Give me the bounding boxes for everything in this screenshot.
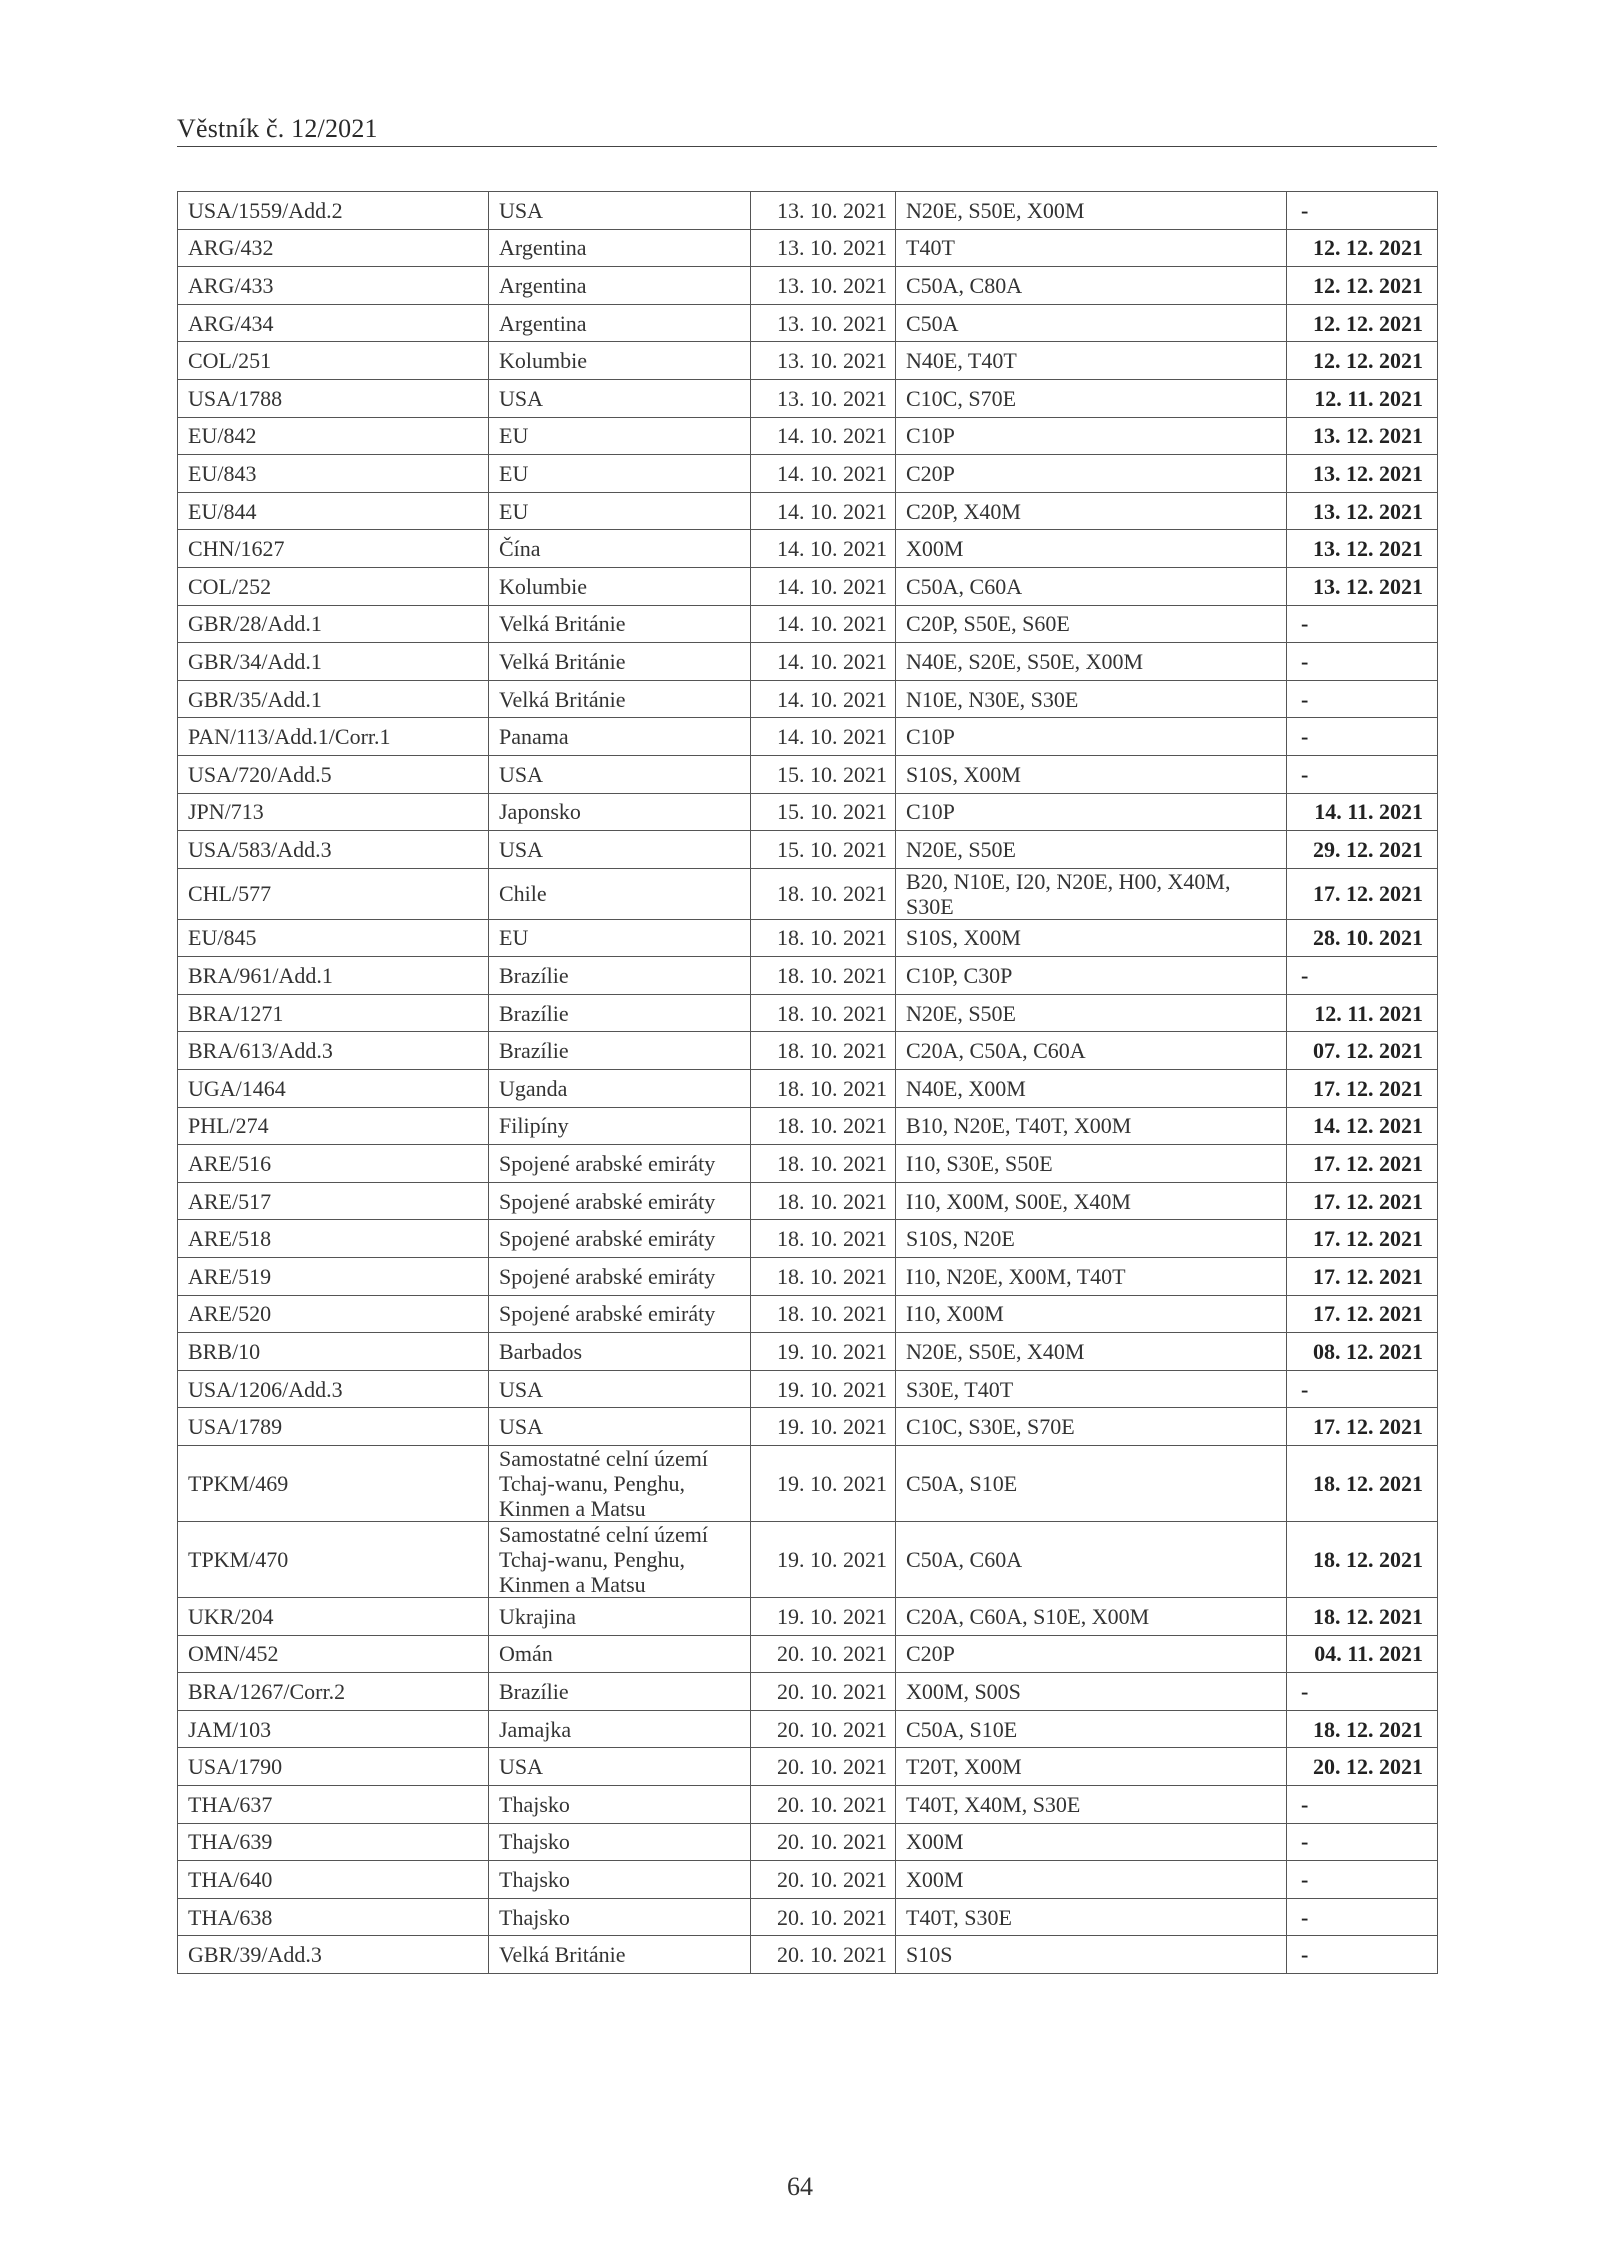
cell-document-symbol: USA/1559/Add.2	[178, 192, 489, 230]
cell-comment-deadline: 17. 12. 2021	[1287, 1258, 1438, 1296]
cell-product-codes: X00M, S00S	[896, 1673, 1287, 1711]
cell-document-symbol: THA/637	[178, 1785, 489, 1823]
cell-document-symbol: ARG/434	[178, 304, 489, 342]
table-row	[178, 455, 1438, 493]
cell-notification-date: 20. 10. 2021	[751, 1785, 896, 1823]
page-header	[177, 110, 1437, 147]
cell-product-codes: T40T, X40M, S30E	[896, 1785, 1287, 1823]
cell-document-symbol: THA/638	[178, 1898, 489, 1936]
table-row	[178, 342, 1438, 380]
cell-notification-date: 18. 10. 2021	[751, 994, 896, 1032]
cell-notification-date: 18. 10. 2021	[751, 1258, 896, 1296]
cell-member-country: Barbados	[489, 1333, 751, 1371]
cell-notification-date: 18. 10. 2021	[751, 1295, 896, 1333]
cell-member-country: USA	[489, 1370, 751, 1408]
table-row	[178, 1710, 1438, 1748]
table-row	[178, 1370, 1438, 1408]
cell-comment-deadline: 07. 12. 2021	[1287, 1032, 1438, 1070]
cell-document-symbol: BRB/10	[178, 1333, 489, 1371]
cell-comment-deadline: -	[1287, 1785, 1438, 1823]
cell-member-country: Spojené arabské emiráty	[489, 1258, 751, 1296]
cell-member-country: EU	[489, 492, 751, 530]
cell-comment-deadline: -	[1287, 755, 1438, 793]
cell-member-country: Brazílie	[489, 994, 751, 1032]
cell-document-symbol: EU/844	[178, 492, 489, 530]
cell-document-symbol: GBR/28/Add.1	[178, 605, 489, 643]
cell-comment-deadline: 12. 12. 2021	[1287, 267, 1438, 305]
table-row	[178, 1295, 1438, 1333]
cell-notification-date: 14. 10. 2021	[751, 417, 896, 455]
cell-notification-date: 14. 10. 2021	[751, 718, 896, 756]
table-row	[178, 1070, 1438, 1108]
cell-member-country: EU	[489, 455, 751, 493]
cell-comment-deadline: 18. 12. 2021	[1287, 1522, 1438, 1598]
cell-notification-date: 20. 10. 2021	[751, 1898, 896, 1936]
cell-product-codes: T40T	[896, 229, 1287, 267]
cell-comment-deadline: 04. 11. 2021	[1287, 1635, 1438, 1673]
cell-document-symbol: UKR/204	[178, 1598, 489, 1636]
table-row	[178, 994, 1438, 1032]
cell-comment-deadline: -	[1287, 718, 1438, 756]
cell-product-codes: N40E, S20E, S50E, X00M	[896, 643, 1287, 681]
cell-notification-date: 14. 10. 2021	[751, 680, 896, 718]
table-row	[178, 643, 1438, 681]
cell-member-country: EU	[489, 919, 751, 957]
table-row	[178, 304, 1438, 342]
cell-member-country: Velká Británie	[489, 680, 751, 718]
cell-product-codes: C20A, C60A, S10E, X00M	[896, 1598, 1287, 1636]
cell-document-symbol: EU/845	[178, 919, 489, 957]
cell-document-symbol: ARE/518	[178, 1220, 489, 1258]
cell-product-codes: S10S	[896, 1936, 1287, 1974]
cell-comment-deadline: 17. 12. 2021	[1287, 1408, 1438, 1446]
cell-product-codes: C50A	[896, 304, 1287, 342]
cell-notification-date: 19. 10. 2021	[751, 1370, 896, 1408]
cell-document-symbol: USA/1790	[178, 1748, 489, 1786]
cell-product-codes: X00M	[896, 1861, 1287, 1899]
cell-document-symbol: BRA/613/Add.3	[178, 1032, 489, 1070]
cell-document-symbol: CHN/1627	[178, 530, 489, 568]
cell-notification-date: 18. 10. 2021	[751, 1220, 896, 1258]
cell-comment-deadline: 12. 12. 2021	[1287, 342, 1438, 380]
cell-member-country: Argentina	[489, 229, 751, 267]
cell-member-country: Uganda	[489, 1070, 751, 1108]
cell-document-symbol: OMN/452	[178, 1635, 489, 1673]
cell-document-symbol: GBR/35/Add.1	[178, 680, 489, 718]
table-row	[178, 1333, 1438, 1371]
cell-document-symbol: GBR/39/Add.3	[178, 1936, 489, 1974]
cell-comment-deadline: 13. 12. 2021	[1287, 492, 1438, 530]
table-row	[178, 957, 1438, 995]
cell-notification-date: 14. 10. 2021	[751, 455, 896, 493]
table-row	[178, 1145, 1438, 1183]
cell-document-symbol: USA/1788	[178, 379, 489, 417]
cell-product-codes: S10S, X00M	[896, 755, 1287, 793]
cell-member-country: Argentina	[489, 304, 751, 342]
cell-comment-deadline: -	[1287, 1861, 1438, 1899]
cell-product-codes: X00M	[896, 530, 1287, 568]
table-row	[178, 1936, 1438, 1974]
cell-notification-date: 18. 10. 2021	[751, 1145, 896, 1183]
cell-comment-deadline: -	[1287, 192, 1438, 230]
table-row	[178, 379, 1438, 417]
cell-member-country: Velká Británie	[489, 605, 751, 643]
cell-notification-date: 19. 10. 2021	[751, 1522, 896, 1598]
cell-product-codes: I10, X00M	[896, 1295, 1287, 1333]
cell-document-symbol: BRA/961/Add.1	[178, 957, 489, 995]
cell-notification-date: 19. 10. 2021	[751, 1446, 896, 1522]
cell-comment-deadline: 14. 12. 2021	[1287, 1107, 1438, 1145]
cell-document-symbol: PAN/113/Add.1/Corr.1	[178, 718, 489, 756]
cell-document-symbol: ARE/517	[178, 1182, 489, 1220]
cell-notification-date: 13. 10. 2021	[751, 267, 896, 305]
cell-notification-date: 13. 10. 2021	[751, 192, 896, 230]
cell-document-symbol: THA/640	[178, 1861, 489, 1899]
cell-document-symbol: ARG/432	[178, 229, 489, 267]
cell-comment-deadline: 20. 12. 2021	[1287, 1748, 1438, 1786]
cell-notification-date: 13. 10. 2021	[751, 304, 896, 342]
table-row	[178, 793, 1438, 831]
cell-notification-date: 18. 10. 2021	[751, 957, 896, 995]
table-row	[178, 831, 1438, 869]
cell-comment-deadline: 08. 12. 2021	[1287, 1333, 1438, 1371]
cell-document-symbol: JPN/713	[178, 793, 489, 831]
cell-comment-deadline: 12. 12. 2021	[1287, 229, 1438, 267]
cell-notification-date: 20. 10. 2021	[751, 1673, 896, 1711]
cell-notification-date: 19. 10. 2021	[751, 1598, 896, 1636]
table-row	[178, 1220, 1438, 1258]
table-row	[178, 1823, 1438, 1861]
cell-comment-deadline: 12. 12. 2021	[1287, 304, 1438, 342]
cell-product-codes: C50A, S10E	[896, 1710, 1287, 1748]
cell-notification-date: 20. 10. 2021	[751, 1710, 896, 1748]
cell-comment-deadline: -	[1287, 1673, 1438, 1711]
cell-comment-deadline: 17. 12. 2021	[1287, 1145, 1438, 1183]
table-row	[178, 1861, 1438, 1899]
cell-product-codes: I10, N20E, X00M, T40T	[896, 1258, 1287, 1296]
cell-notification-date: 20. 10. 2021	[751, 1936, 896, 1974]
cell-comment-deadline: 28. 10. 2021	[1287, 919, 1438, 957]
cell-member-country: Brazílie	[489, 957, 751, 995]
cell-comment-deadline: 17. 12. 2021	[1287, 1070, 1438, 1108]
cell-comment-deadline: 18. 12. 2021	[1287, 1446, 1438, 1522]
cell-document-symbol: PHL/274	[178, 1107, 489, 1145]
cell-document-symbol: EU/843	[178, 455, 489, 493]
table-row	[178, 680, 1438, 718]
cell-comment-deadline: 13. 12. 2021	[1287, 455, 1438, 493]
table-row	[178, 492, 1438, 530]
cell-notification-date: 15. 10. 2021	[751, 793, 896, 831]
cell-comment-deadline: 18. 12. 2021	[1287, 1710, 1438, 1748]
cell-document-symbol: UGA/1464	[178, 1070, 489, 1108]
cell-member-country: Omán	[489, 1635, 751, 1673]
cell-product-codes: B10, N20E, T40T, X00M	[896, 1107, 1287, 1145]
cell-notification-date: 14. 10. 2021	[751, 530, 896, 568]
cell-document-symbol: USA/583/Add.3	[178, 831, 489, 869]
cell-document-symbol: USA/720/Add.5	[178, 755, 489, 793]
cell-comment-deadline: 13. 12. 2021	[1287, 530, 1438, 568]
cell-member-country: USA	[489, 379, 751, 417]
cell-notification-date: 19. 10. 2021	[751, 1408, 896, 1446]
cell-product-codes: C20P	[896, 1635, 1287, 1673]
cell-notification-date: 19. 10. 2021	[751, 1333, 896, 1371]
cell-member-country: Thajsko	[489, 1898, 751, 1936]
cell-comment-deadline: -	[1287, 1936, 1438, 1974]
cell-document-symbol: ARG/433	[178, 267, 489, 305]
bulletin-title: Věstník č. 12/2021	[177, 114, 378, 143]
table-row	[178, 1258, 1438, 1296]
cell-member-country: Filipíny	[489, 1107, 751, 1145]
cell-notification-date: 13. 10. 2021	[751, 229, 896, 267]
cell-notification-date: 13. 10. 2021	[751, 342, 896, 380]
table-row	[178, 1635, 1438, 1673]
cell-notification-date: 18. 10. 2021	[751, 919, 896, 957]
cell-comment-deadline: 14. 11. 2021	[1287, 793, 1438, 831]
cell-member-country: Brazílie	[489, 1673, 751, 1711]
cell-comment-deadline: 12. 11. 2021	[1287, 379, 1438, 417]
table-row	[178, 1107, 1438, 1145]
cell-product-codes: C20P	[896, 455, 1287, 493]
cell-notification-date: 14. 10. 2021	[751, 643, 896, 681]
cell-notification-date: 20. 10. 2021	[751, 1748, 896, 1786]
cell-document-symbol: COL/252	[178, 567, 489, 605]
cell-member-country: Samostatné celní území Tchaj-wanu, Penghu, Kinmen a Matsu	[489, 1522, 751, 1598]
cell-document-symbol: ARE/519	[178, 1258, 489, 1296]
cell-comment-deadline: -	[1287, 1898, 1438, 1936]
table-row	[178, 1898, 1438, 1936]
cell-comment-deadline: 17. 12. 2021	[1287, 868, 1438, 919]
cell-member-country: USA	[489, 755, 751, 793]
cell-member-country: Panama	[489, 718, 751, 756]
cell-notification-date: 13. 10. 2021	[751, 379, 896, 417]
cell-product-codes: S10S, X00M	[896, 919, 1287, 957]
cell-member-country: Kolumbie	[489, 342, 751, 380]
cell-document-symbol: BRA/1267/Corr.2	[178, 1673, 489, 1711]
cell-product-codes: N40E, T40T	[896, 342, 1287, 380]
table-row	[178, 567, 1438, 605]
cell-member-country: Spojené arabské emiráty	[489, 1145, 751, 1183]
table-row	[178, 718, 1438, 756]
cell-product-codes: C10C, S70E	[896, 379, 1287, 417]
cell-product-codes: C10C, S30E, S70E	[896, 1408, 1287, 1446]
table-row	[178, 919, 1438, 957]
cell-product-codes: N20E, S50E	[896, 831, 1287, 869]
cell-document-symbol: BRA/1271	[178, 994, 489, 1032]
cell-member-country: Spojené arabské emiráty	[489, 1220, 751, 1258]
cell-product-codes: T20T, X00M	[896, 1748, 1287, 1786]
cell-member-country: Kolumbie	[489, 567, 751, 605]
cell-product-codes: S30E, T40T	[896, 1370, 1287, 1408]
cell-member-country: Ukrajina	[489, 1598, 751, 1636]
cell-product-codes: N40E, X00M	[896, 1070, 1287, 1108]
cell-document-symbol: JAM/103	[178, 1710, 489, 1748]
cell-document-symbol: COL/251	[178, 342, 489, 380]
table-row	[178, 1785, 1438, 1823]
page-number: 64	[787, 2172, 813, 2201]
cell-notification-date: 14. 10. 2021	[751, 567, 896, 605]
cell-notification-date: 14. 10. 2021	[751, 605, 896, 643]
cell-product-codes: C20A, C50A, C60A	[896, 1032, 1287, 1070]
notifications-table	[177, 191, 1438, 1974]
cell-product-codes: B20, N10E, I20, N20E, H00, X40M, S30E	[896, 868, 1287, 919]
cell-comment-deadline: -	[1287, 1823, 1438, 1861]
cell-product-codes: S10S, N20E	[896, 1220, 1287, 1258]
cell-comment-deadline: 13. 12. 2021	[1287, 417, 1438, 455]
cell-comment-deadline: 13. 12. 2021	[1287, 567, 1438, 605]
cell-member-country: Čína	[489, 530, 751, 568]
cell-product-codes: N20E, S50E, X00M	[896, 192, 1287, 230]
cell-notification-date: 18. 10. 2021	[751, 1107, 896, 1145]
table-row	[178, 1182, 1438, 1220]
cell-document-symbol: TPKM/470	[178, 1522, 489, 1598]
cell-document-symbol: ARE/520	[178, 1295, 489, 1333]
cell-product-codes: N20E, S50E	[896, 994, 1287, 1032]
table-row	[178, 1522, 1438, 1598]
cell-notification-date: 20. 10. 2021	[751, 1635, 896, 1673]
cell-member-country: Velká Británie	[489, 1936, 751, 1974]
cell-comment-deadline: 18. 12. 2021	[1287, 1598, 1438, 1636]
cell-comment-deadline: 17. 12. 2021	[1287, 1182, 1438, 1220]
cell-member-country: Spojené arabské emiráty	[489, 1182, 751, 1220]
cell-product-codes: C20P, S50E, S60E	[896, 605, 1287, 643]
table-row	[178, 192, 1438, 230]
cell-member-country: USA	[489, 1748, 751, 1786]
cell-comment-deadline: -	[1287, 605, 1438, 643]
cell-document-symbol: TPKM/469	[178, 1446, 489, 1522]
table-row	[178, 267, 1438, 305]
cell-notification-date: 14. 10. 2021	[751, 492, 896, 530]
table-row	[178, 1673, 1438, 1711]
table-row	[178, 530, 1438, 568]
cell-product-codes: I10, X00M, S00E, X40M	[896, 1182, 1287, 1220]
cell-member-country: Japonsko	[489, 793, 751, 831]
cell-notification-date: 15. 10. 2021	[751, 755, 896, 793]
cell-product-codes: C50A, C60A	[896, 1522, 1287, 1598]
table-row	[178, 1408, 1438, 1446]
cell-document-symbol: GBR/34/Add.1	[178, 643, 489, 681]
cell-product-codes: C50A, C80A	[896, 267, 1287, 305]
cell-comment-deadline: 17. 12. 2021	[1287, 1295, 1438, 1333]
cell-member-country: Chile	[489, 868, 751, 919]
table-row	[178, 229, 1438, 267]
table-row	[178, 417, 1438, 455]
cell-product-codes: C50A, S10E	[896, 1446, 1287, 1522]
cell-comment-deadline: 12. 11. 2021	[1287, 994, 1438, 1032]
cell-comment-deadline: 29. 12. 2021	[1287, 831, 1438, 869]
cell-comment-deadline: -	[1287, 643, 1438, 681]
cell-member-country: Thajsko	[489, 1861, 751, 1899]
table-row	[178, 755, 1438, 793]
cell-document-symbol: THA/639	[178, 1823, 489, 1861]
cell-notification-date: 18. 10. 2021	[751, 868, 896, 919]
cell-document-symbol: USA/1206/Add.3	[178, 1370, 489, 1408]
cell-notification-date: 18. 10. 2021	[751, 1182, 896, 1220]
cell-member-country: USA	[489, 831, 751, 869]
cell-member-country: USA	[489, 1408, 751, 1446]
table-row	[178, 868, 1438, 919]
cell-comment-deadline: -	[1287, 1370, 1438, 1408]
cell-member-country: Jamajka	[489, 1710, 751, 1748]
cell-member-country: EU	[489, 417, 751, 455]
table-body	[178, 192, 1438, 1974]
cell-product-codes: C10P	[896, 417, 1287, 455]
cell-member-country: Thajsko	[489, 1823, 751, 1861]
cell-member-country: Argentina	[489, 267, 751, 305]
cell-document-symbol: USA/1789	[178, 1408, 489, 1446]
cell-product-codes: C10P, C30P	[896, 957, 1287, 995]
cell-notification-date: 18. 10. 2021	[751, 1032, 896, 1070]
cell-product-codes: T40T, S30E	[896, 1898, 1287, 1936]
cell-document-symbol: EU/842	[178, 417, 489, 455]
cell-member-country: Samostatné celní území Tchaj-wanu, Penghu, Kinmen a Matsu	[489, 1446, 751, 1522]
table-row	[178, 605, 1438, 643]
cell-comment-deadline: 17. 12. 2021	[1287, 1220, 1438, 1258]
cell-member-country: Thajsko	[489, 1785, 751, 1823]
cell-member-country: Velká Británie	[489, 643, 751, 681]
table-row	[178, 1032, 1438, 1070]
cell-product-codes: X00M	[896, 1823, 1287, 1861]
cell-product-codes: C50A, C60A	[896, 567, 1287, 605]
table-row	[178, 1446, 1438, 1522]
cell-document-symbol: CHL/577	[178, 868, 489, 919]
cell-comment-deadline: -	[1287, 957, 1438, 995]
cell-notification-date: 20. 10. 2021	[751, 1861, 896, 1899]
cell-product-codes: I10, S30E, S50E	[896, 1145, 1287, 1183]
table-row	[178, 1748, 1438, 1786]
cell-notification-date: 18. 10. 2021	[751, 1070, 896, 1108]
cell-product-codes: C10P	[896, 718, 1287, 756]
cell-member-country: USA	[489, 192, 751, 230]
cell-notification-date: 20. 10. 2021	[751, 1823, 896, 1861]
cell-member-country: Spojené arabské emiráty	[489, 1295, 751, 1333]
cell-notification-date: 15. 10. 2021	[751, 831, 896, 869]
cell-member-country: Brazílie	[489, 1032, 751, 1070]
table-row	[178, 1598, 1438, 1636]
cell-product-codes: N20E, S50E, X40M	[896, 1333, 1287, 1371]
cell-product-codes: C20P, X40M	[896, 492, 1287, 530]
cell-comment-deadline: -	[1287, 680, 1438, 718]
cell-product-codes: N10E, N30E, S30E	[896, 680, 1287, 718]
cell-document-symbol: ARE/516	[178, 1145, 489, 1183]
cell-product-codes: C10P	[896, 793, 1287, 831]
